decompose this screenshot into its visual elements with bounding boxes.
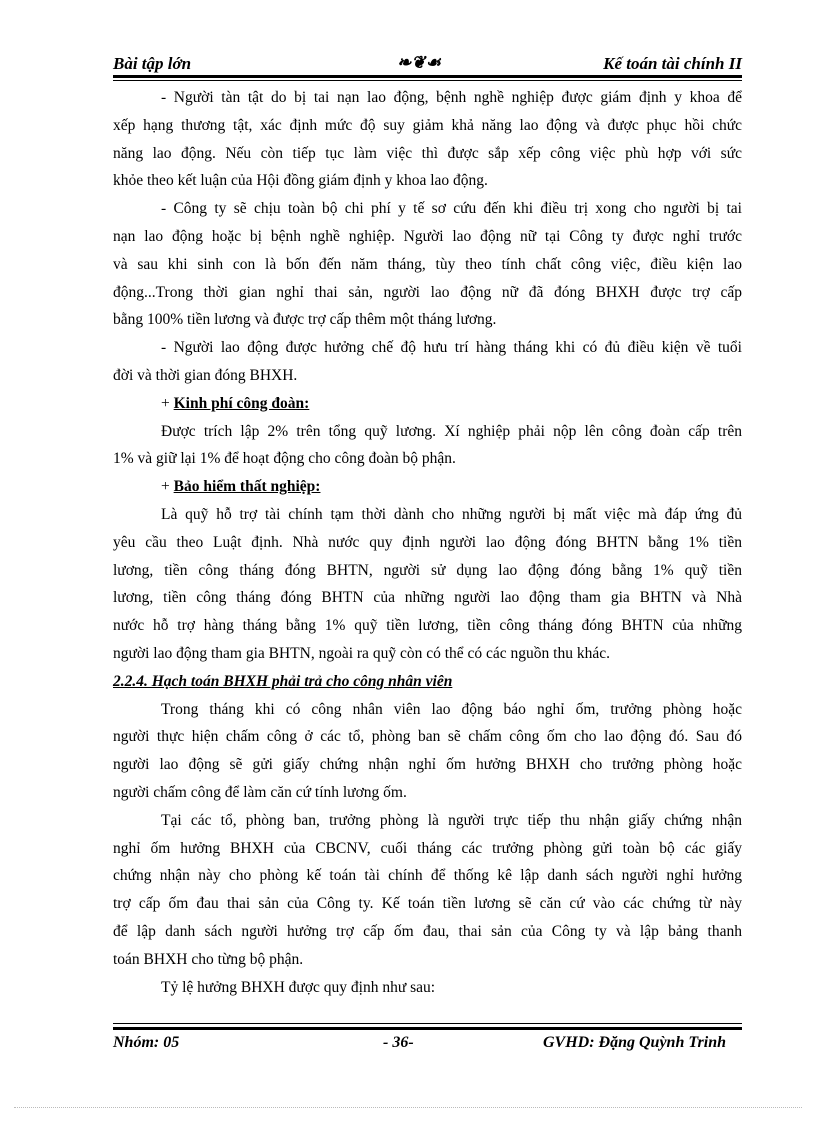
heading-union-fee-title: Kinh phí công đoàn: — [173, 394, 310, 412]
text-line: nghỉ ốm hưởng BHXH của CBCNV, cuối tháng các trưởng phòng gửi toàn bộ các giấy — [113, 839, 742, 857]
text-line: bằng 100% tiền lương và được trợ cấp thêm một tháng lương. — [113, 311, 497, 329]
text-line: chứng nhận này cho phòng kế toán tài chính để thống kê lập danh sách người nghỉ hưởng — [113, 867, 742, 885]
text-line: để lập danh sách người hưởng trợ cấp ốm đau, thai sản của Công ty và lập bảng thanh — [113, 922, 742, 940]
page-body — [113, 84, 742, 1001]
text-line: toán BHXH cho từng bộ phận. — [113, 950, 304, 968]
text-line: người lao động tham gia BHTN, ngoài ra quỹ còn có thể có các nguồn thu khác. — [113, 644, 610, 662]
text-line: Tại các tổ, phòng ban, trưởng phòng là người trực tiếp thu nhận giấy chứng nhận — [161, 811, 742, 829]
text-line: nước hỗ trợ hàng tháng bằng 1% quỹ tiền lương, tiền công tháng đóng BHTN của những — [113, 617, 742, 635]
heading-union-fee — [113, 390, 742, 418]
footer-supervisor: GVHD: Đặng Quỳnh Trinh — [542, 1034, 726, 1051]
text-line: - Công ty sẽ chịu toàn bộ chi phí y tế sơ cứu đến khi điều trị xong cho người bị tai — [161, 200, 742, 218]
paragraph-disability — [113, 84, 742, 195]
paragraph-benefit-rate: Tỷ lệ hưởng BHXH được quy định như sau: — [161, 978, 436, 996]
text-line: khỏe theo kết luận của Hội đồng giám định y khoa lao động. — [113, 172, 488, 190]
text-line: lương, tiền công tháng đóng BHTN của những người lao động tham gia BHTN và Nhà — [113, 589, 742, 607]
text-line: xếp hạng thương tật, xác định mức độ suy giảm khả năng lao động và được phục hồi chức — [113, 116, 742, 134]
header-left-title: Bài tập lớn — [113, 54, 192, 73]
header-ornament: ❧❦☙ — [397, 53, 441, 72]
text-line: người chấm công để làm căn cứ tính lương ốm. — [113, 783, 407, 801]
text-line: Được trích lập 2% trên tổng quỹ lương. Xí nghiệp phải nộp lên công đoàn cấp trên — [161, 422, 742, 440]
heading-unemployment-insurance — [113, 473, 742, 501]
paragraph-unemployment-insurance — [113, 501, 742, 668]
page-footer — [113, 1034, 742, 1056]
header-rule-thick — [113, 75, 742, 78]
page-edge-divider — [14, 1107, 802, 1108]
text-line: người lao động sẽ gửi giấy chứng nhận nghỉ ốm hưởng BHXH cho trưởng phòng hoặc — [113, 756, 742, 774]
paragraph-sick-leave — [113, 696, 742, 807]
paragraph-union-fee — [113, 418, 742, 474]
footer-group: Nhóm: 05 — [113, 1034, 180, 1051]
paragraph-certificate-handling — [113, 807, 742, 974]
text-line: động...Trong thời gian nghỉ thai sản, người lao động nữ đã đóng BHXH được trợ cấp — [113, 283, 742, 301]
heading-unemployment-insurance-title: Bảo hiểm thất nghiệp: — [173, 478, 321, 496]
heading-prefix: + — [161, 394, 174, 412]
footer-rule-thin — [113, 1023, 742, 1024]
text-line: đời và thời gian đóng BHXH. — [113, 366, 298, 384]
header-rule-thin — [113, 80, 742, 81]
text-line: 1% và giữ lại 1% để hoạt động cho công đoàn bộ phận. — [113, 450, 456, 468]
text-line: nạn lao động hoặc bị bệnh nghề nghiệp. Người lao động nữ tại Công ty được nghỉ trước — [113, 227, 742, 245]
page-header — [113, 54, 742, 76]
header-right-title: Kế toán tài chính II — [603, 54, 742, 73]
text-line: trợ cấp ốm đau thai sản của Công ty. Kế toán tiền lương sẽ căn cứ vào các chứng từ này — [113, 895, 742, 913]
paragraph-medical-costs — [113, 195, 742, 334]
text-line: người thực hiện chấm công ở các tổ, phòng ban sẽ chấm công ốm cho lao động đó. Sau đó — [113, 728, 742, 746]
heading-prefix: + — [161, 478, 174, 496]
text-line: và sau khi sinh con là bốn đến năm tháng, tùy theo tính chất công việc, điều kiện lao — [113, 255, 742, 273]
text-line: năng lao động. Nếu còn tiếp tục làm việc thì được sắp xếp công việc phù hợp với sức — [113, 144, 742, 162]
section-title: 2.2.4. Hạch toán BHXH phải trả cho công nhân viên — [113, 672, 453, 690]
page-number: - 36- — [383, 1034, 414, 1051]
footer-rule-thick — [113, 1027, 742, 1030]
text-line: Là quỹ hỗ trợ tài chính tạm thời dành cho những người bị mất việc mà đáp ứng đủ — [161, 505, 742, 523]
text-line: lương, tiền công tháng đóng BHTN, người sử dụng lao động đóng bằng 1% quỹ tiền — [113, 561, 742, 579]
text-line: Trong tháng khi có công nhân viên lao động báo nghỉ ốm, trưởng phòng hoặc — [161, 700, 742, 718]
paragraph-retirement — [113, 334, 742, 390]
text-line: yêu cầu theo Luật định. Nhà nước quy định người lao động đóng BHTN bằng 1% tiền — [113, 533, 742, 551]
text-line: - Người tàn tật do bị tai nạn lao động, bệnh nghề nghiệp được giám định y khoa để — [161, 89, 742, 106]
text-line: - Người lao động được hưởng chế độ hưu trí hàng tháng khi có đủ điều kiện về tuổi — [161, 339, 742, 357]
